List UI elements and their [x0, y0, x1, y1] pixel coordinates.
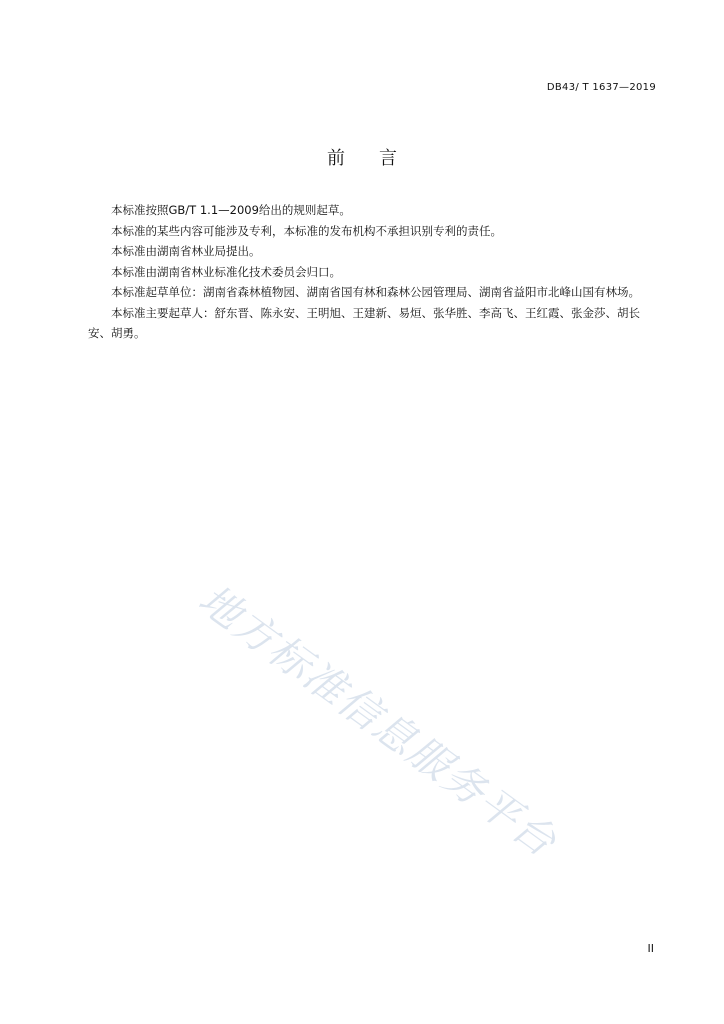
title-char-2: 言	[379, 148, 397, 169]
paragraph-drafters: 本标准主要起草人：舒东晋、陈永安、王明旭、王建新、易烜、张华胜、李高飞、王红霞、张金莎、胡长安、胡勇。	[88, 305, 640, 340]
paragraph-centralized-by: 本标准由湖南省林业标准化技术委员会归口。	[111, 264, 341, 279]
standard-code: DB43/ T 1637—2019	[546, 82, 656, 93]
paragraph-proposer: 本标准由湖南省林业局提出。	[111, 244, 261, 258]
paragraph-drafting-units: 本标准起草单位：湖南省森林植物园、湖南省国有林和森林公园管理局、湖南省益阳市北峰山国有林场。	[111, 285, 640, 299]
page-title	[0, 144, 724, 170]
paragraph-patent-notice: 本标准的某些内容可能涉及专利，本标准的发布机构不承担识别专利的责任。	[111, 223, 502, 238]
title-char-1: 前	[327, 148, 345, 169]
watermark: 地方标准信息服务平台	[189, 575, 566, 867]
foreword-body	[88, 200, 656, 344]
paragraph-drafting-rules: 本标准按照GB/T 1.1—2009给出的规则起草。	[111, 203, 351, 217]
page-number: II	[647, 942, 654, 955]
